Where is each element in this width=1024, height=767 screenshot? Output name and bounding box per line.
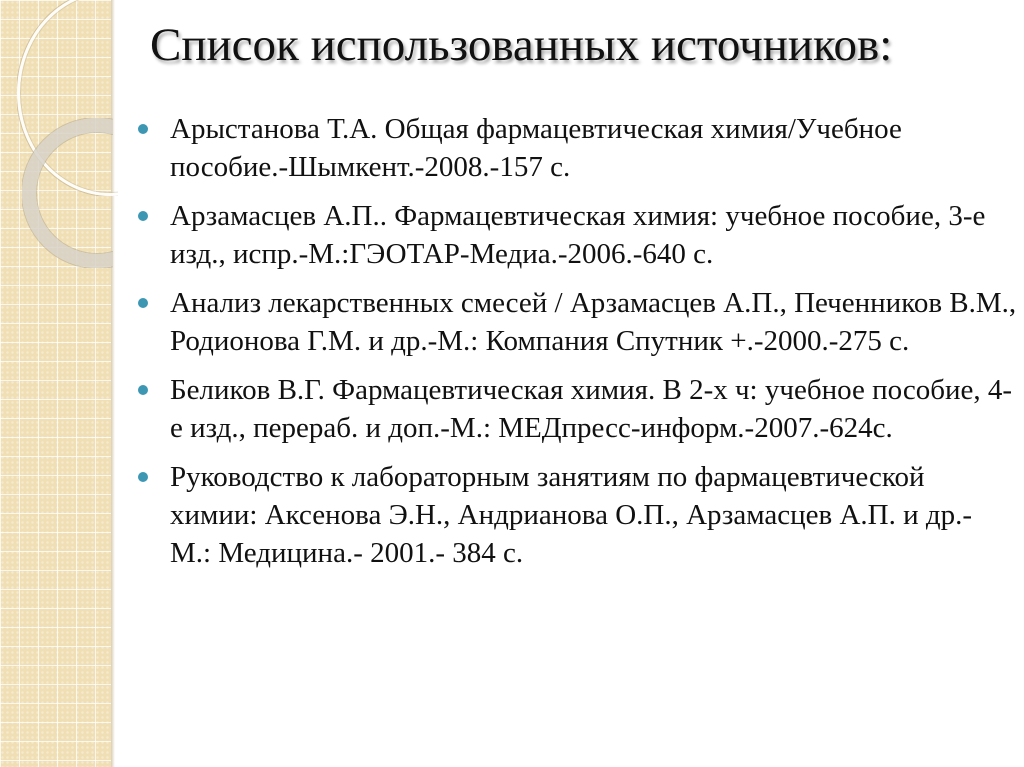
reference-item [138,197,1018,273]
bullet-icon [138,211,148,221]
reference-item [138,110,1018,186]
reference-text: Арыстанова Т.А. Общая фармацевтическая химия/Учебное пособие.-Шымкент.-2008.-157 с. [170,113,902,183]
bullet-icon [138,472,148,482]
bullet-icon [138,385,148,395]
reference-item [138,371,1018,447]
reference-item [138,284,1018,360]
reference-text: Анализ лекарственных смесей / Арзамасцев А.П., Печенников В.М., Родионова Г.М. и др.-М.: Компания Спутник +.-2000.-275 с. [170,287,1017,357]
reference-text: Беликов В.Г. Фармацевтическая химия. В 2-х ч: учебное пособие, 4-е изд., перераб. и доп.-М.: МЕДпресс-информ.-2007.-624с. [170,374,1012,444]
slide-title: Список использованных источников: [150,19,893,71]
bullet-icon [138,124,148,134]
reference-text: Руководство к лабораторным занятиям по фармацевтической химии: Аксенова Э.Н., Андрианова О.П., Арзамасцев А.П. и др.- М.: Медицина.- 2001.- 384 с. [170,461,973,569]
reference-list [138,110,1018,583]
reference-item [138,458,1018,572]
bullet-icon [138,298,148,308]
reference-text: Арзамасцев А.П.. Фармацевтическая химия: учебное пособие, 3-е изд., испр.-М.:ГЭОТАР-Медиа.-2006.-640 с. [170,200,986,270]
